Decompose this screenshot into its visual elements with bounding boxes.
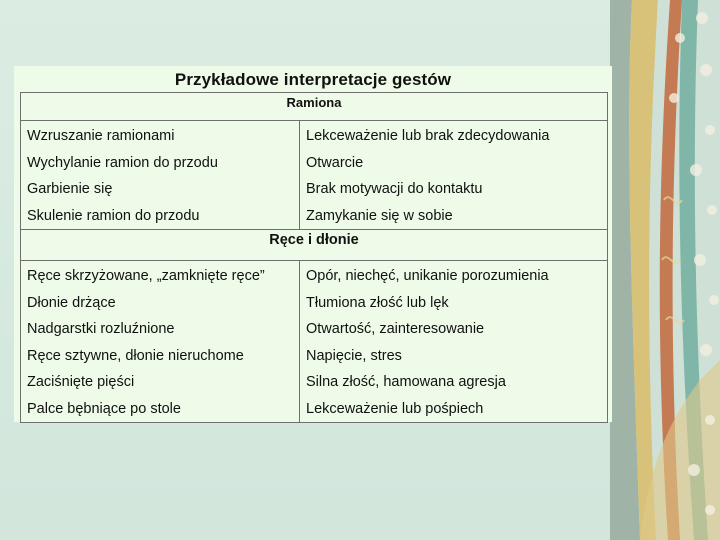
meaning-cell: Otwarcie [306,154,364,171]
meaning-cell: Silna złość, hamowana agresja [306,374,506,390]
gesture-cell: Wzruszanie ramionami [27,128,175,144]
decorative-floral-border [610,0,720,540]
meaning-cell: Napięcie, stres [306,347,402,364]
meanings-column [300,261,608,423]
gesture-cell: Nadgarstki rozluźnione [27,321,175,337]
section-heading-hands: Ręce i dłonie [21,230,608,261]
gesture-cell: Skulenie ramion do przodu [27,207,200,224]
gesture-table-panel [14,66,612,422]
gesture-interpretation-table [20,92,608,423]
gesture-cell: Zaciśnięte pięści [27,374,135,390]
section-heading-shoulders: Ramiona [21,93,608,121]
table-title: Przykładowe interpretacje gestów [174,70,452,89]
section-body-row [21,121,608,230]
meaning-cell: Zamykanie się w sobie [306,207,453,224]
meanings-column [300,121,608,230]
meaning-cell: Lekceważenie lub brak zdecydowania [306,128,550,144]
meaning-cell: Otwartość, zainteresowanie [306,321,485,337]
gesture-cell: Wychylanie ramion do przodu [27,154,218,171]
meaning-cell: Brak motywacji do kontaktu [306,181,483,197]
gesture-cell: Garbienie się [27,181,113,197]
gestures-column [21,121,300,230]
meaning-cell: Tłumiona złość lub lęk [306,294,449,311]
gesture-cell: Ręce sztywne, dłonie nieruchome [27,347,244,364]
gesture-cell: Ręce skrzyżowane, „zamknięte ręce” [27,268,265,284]
meaning-cell: Lekceważenie lub pośpiech [306,400,484,417]
section-body-row [21,261,608,423]
gesture-cell: Dłonie drżące [27,294,116,311]
gesture-cell: Palce bębniące po stole [27,400,181,417]
section-header-row [21,93,608,121]
section-header-row [21,230,608,261]
meaning-cell: Opór, niechęć, unikanie porozumienia [306,268,549,284]
gestures-column [21,261,300,423]
